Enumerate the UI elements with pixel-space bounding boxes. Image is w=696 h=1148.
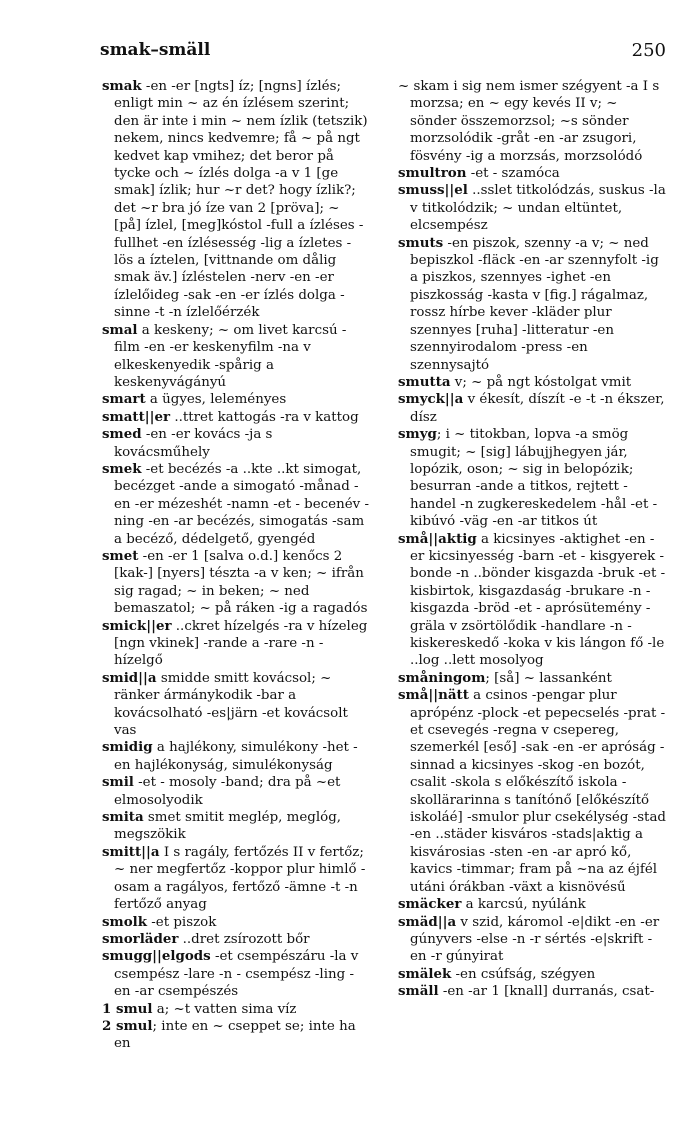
dictionary-entry <box>102 618 370 670</box>
definition: v; ~ på ngt kóstolgat vmit <box>450 374 632 390</box>
definition: a karcsú, nyúlánk <box>461 897 586 913</box>
dictionary-entry <box>102 914 370 931</box>
definition: ..ttret kattogás -ra v kattog <box>170 409 359 425</box>
dictionary-entry <box>398 426 666 530</box>
headword: smita <box>102 809 144 826</box>
definition: ..sslet titkolódzás, suskus -la v titkolódzik; ~ undan eltüntet, elcsempész <box>410 183 666 234</box>
headword: smidig <box>102 739 153 756</box>
definition: -et piszok <box>147 914 217 930</box>
dictionary-entry <box>102 322 370 392</box>
definition: a hajlékony, simulékony -het -en hajlékonyság, simulékonyság <box>114 740 358 773</box>
page-title: smak–smäll <box>100 40 211 60</box>
headword: smatt||er <box>102 408 171 425</box>
headword: 2 smul <box>102 1017 153 1034</box>
dictionary-entry <box>102 739 370 774</box>
definition: a; ~t vatten sima víz <box>152 1001 297 1017</box>
headword: små||aktig <box>398 530 477 547</box>
headword: små||nätt <box>398 687 469 704</box>
dictionary-entry <box>398 531 666 670</box>
definition: I s ragály, fertőzés II v fertőz; ~ ner megfertőz -koppor plur himlő -osam a ragályos, fertőző -ämne -t -n fertőző anyag <box>114 844 366 913</box>
headword: smak <box>102 78 142 94</box>
headword: smäll <box>398 983 439 1000</box>
dictionary-entry <box>102 409 370 426</box>
definition: smet smitit meglép, meglóg, megszökik <box>114 810 342 843</box>
dictionary-entry <box>102 809 370 844</box>
definition: -en -er kovács -ja s kovácsműhely <box>114 427 273 460</box>
definition: smidde smitt kovácsol; ~ ränker ármánykodik -bar a kovácsolható -es|järn -et kovácsolt vas <box>114 670 348 739</box>
definition: a csinos -pengar plur aprópénz -plock -et pepecselés -prat -et csevegés -regna v csepereg, szemerkél [eső] -sak -en -er apróság -sinnad a kicsinyes -skog -en bozót, csalit -skola s előkészítő iskola -skollärarinna s tanítónő [előkészítő iskoláé] -smulor plur csekélység -stad -en ..städer kisváros -stads|aktig a kisvárosias -sten -en -ar apró kő, kavics -timmar; fram på ~na az éjfél utáni órákban -växt a kisnövésű <box>410 688 666 895</box>
definition: v ékesít, díszít -e -t -n ékszer, dísz <box>410 392 665 425</box>
definition: -en -er 1 [salva o.d.] kenőcs 2 [kak-] [nyers] tészta -a v ken; ~ ifrån sig ragad; ~ in beken; ~ ned bemaszatol; ~ på ráken -ig a ragadós <box>114 548 368 617</box>
dictionary-entry <box>102 948 370 1000</box>
dictionary-entry <box>102 844 370 914</box>
definition: a keskeny; ~ om livet karcsú -film -en -er keskenyfilm -na v elkeskenyedik -spårig a keskenyvágányú <box>114 322 347 390</box>
definition: -et - szamóca <box>466 166 560 182</box>
headword: smuts <box>398 234 444 251</box>
dictionary-entry <box>398 182 666 234</box>
headword: smolk <box>102 913 148 930</box>
definition: -et - mosoly -band; dra på ~et elmosolyodik <box>114 775 341 808</box>
headword: smyg <box>398 426 437 443</box>
dictionary-entry <box>398 896 666 913</box>
headword: småningom <box>398 669 486 686</box>
headword: smek <box>102 460 142 477</box>
headword: smyck||a <box>398 391 464 408</box>
dictionary-entry <box>102 78 370 322</box>
headword: smäd||a <box>398 913 457 930</box>
headword: smälek <box>398 965 452 982</box>
dictionary-entry <box>398 966 666 983</box>
dictionary-entry <box>102 1018 370 1053</box>
definition: ; i ~ titokban, lopva -a smög smugit; ~ [sig] lábujjhegyen jár, lopózik, oson; ~ sig in belopózik; besurran -ande a titkos, rejtett -handel -n zugkereskedelem -hål -et - kibúvó -väg -en -ar titkos út <box>410 427 658 530</box>
dictionary-entry <box>102 1001 370 1018</box>
dictionary-entry <box>398 235 666 374</box>
headword: smick||er <box>102 617 172 634</box>
headword: smuss||el <box>398 182 468 199</box>
definition: -et csempészáru -la v csempész -lare -n - csempész -ling -en -ar csempészés <box>114 949 359 1000</box>
headword: smal <box>102 321 138 338</box>
column-right <box>398 78 666 1001</box>
dictionary-entry <box>398 165 666 182</box>
dictionary-entry <box>102 391 370 408</box>
definition: ..dret zsírozott bőr <box>178 931 310 947</box>
dictionary-entry <box>102 548 370 618</box>
column-left <box>102 78 370 1053</box>
definition: ~ skam i sig nem ismer szégyent -a I s morzsa; en ~ egy kevés II v; ~ sönder összemorzsol; ~s sönder morzsolódik -gråt -en -ar zsugori, fösvény -ig a morzsás, morzsolódó <box>398 79 660 164</box>
definition: a kicsinyes -aktighet -en -er kicsinyesség -barn -et - kisgyerek -bonde -n ..bönder kisgazda -bruk -et - kisbirtok, kisgazdaság -brukare -n - kisgazda -bröd -et - aprósütemény -gräla v zsörtölődik -handlare -n - kiskereskedő -koka v kis lángon fő -le ..log ..lett mosolyog <box>410 531 666 669</box>
definition: -et becézés -a ..kte ..kt simogat, becézget -ande a simogató -månad -en -er mézeshét -namn -et - becenév -ning -en -ar becézés, simogatás -sam a becéző, dédelgető, gyengéd <box>114 461 369 547</box>
headword: smed <box>102 426 142 443</box>
definition: -en csúfság, szégyen <box>451 966 596 982</box>
headword: smitt||a <box>102 843 160 860</box>
dictionary-entry <box>398 914 666 966</box>
definition: a ügyes, leleményes <box>145 392 287 408</box>
definition: -en piszok, szenny -a v; ~ ned bepiszkol -fläck -en -ar szennyfolt -ig a piszkos, szennyes -ighet -en piszkosság -kasta v [fig.] rágalmaz, rossz hírbe kever -kläder plur szennyes [ruha] -litteratur -en szennyirodalom -press -en szennysajtó <box>410 235 659 373</box>
headword: smet <box>102 547 139 564</box>
headword: smorläder <box>102 930 179 947</box>
headword: smid||a <box>102 669 157 686</box>
definition: ..ckret hízelgés -ra v hízeleg [ngn vkinek] -rande a -rare -n - hízelgő <box>114 618 368 669</box>
dictionary-entry <box>398 687 666 896</box>
dictionary-entry <box>398 983 666 1000</box>
headword: smäcker <box>398 896 462 913</box>
dictionary-entry <box>398 670 666 687</box>
dictionary-entry <box>398 391 666 426</box>
page-header <box>100 40 666 68</box>
page-number: 250 <box>631 40 666 61</box>
headword: 1 smul <box>102 1000 153 1017</box>
headword: smugg||elgods <box>102 948 211 965</box>
dictionary-entry <box>398 78 666 165</box>
dictionary-entry <box>102 931 370 948</box>
definition: ; [så] ~ lassanként <box>485 670 612 686</box>
definition: -en -er [ngts] íz; [ngns] ízlés; enligt min ~ az én ízlésem szerint; den är inte i min ~ nem ízlik (tetszik) nekem, nincs kedvemre; få ~ på ngt kedvet kap vmihez; det beror på tycke och ~ ízlés dolga -a v 1 [ge smak] ízlik; hur ~r det? hogy ízlik?; det ~r bra jó íze van 2 [pröva]; ~ [på] ízlel, [meg]kóstol -full a ízléses -fullhet -en ízlésesség -lig a ízletes -lös a íztelen, [vittnande om dålig smak äv.] ízléstelen -nerv -en -er ízlelőideg -sak -en -er ízlés dolga -sinne -t -n ízlelőérzék <box>114 79 368 321</box>
headword: smutta <box>398 373 451 390</box>
headword: smil <box>102 774 134 791</box>
definition: v szid, káromol -e|dikt -en -er gúnyvers -else -n -r sértés -e|skrift -en -r gúnyirat <box>410 914 660 965</box>
dictionary-entry <box>398 374 666 391</box>
dictionary-entry <box>102 426 370 461</box>
definition: -en -ar 1 [knall] durranás, csat- <box>438 984 655 1000</box>
dictionary-entry <box>102 461 370 548</box>
dictionary-entry <box>102 670 370 740</box>
headword: smart <box>102 391 146 408</box>
definition: ; inte en ~ cseppet se; inte ha en <box>114 1018 356 1052</box>
dictionary-entry <box>102 774 370 809</box>
headword: smultron <box>398 165 467 182</box>
